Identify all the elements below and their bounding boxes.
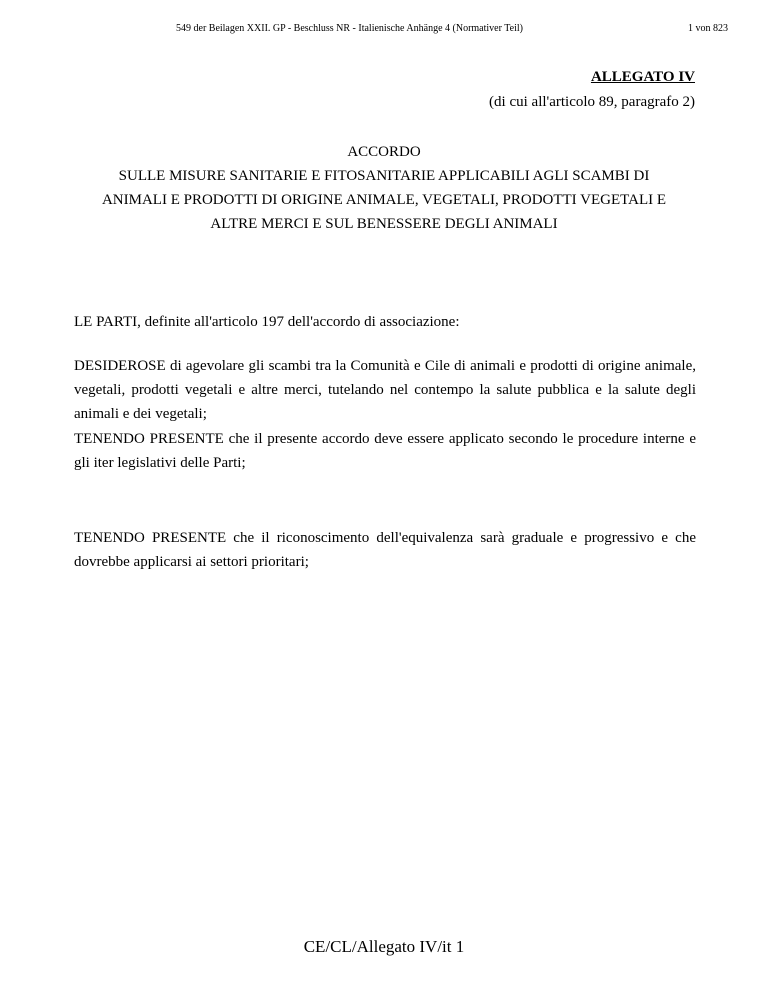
title-line: ACCORDO [347, 144, 421, 160]
page-header [0, 22, 768, 36]
header-title: 549 der Beilagen XXII. GP - Beschluss NR - Italienische Anhänge 4 (Normativer Teil) [176, 23, 523, 34]
paragraph-desiderose: DESIDEROSE di agevolare gli scambi tra la Comunità e Cile di animali e prodotti di origine animale, vegetali, prodotti vegetali e altre merci, tutelando nel contempo la salute pubblica e la salute degli animali e dei vegetali; [74, 358, 696, 422]
title-line: SULLE MISURE SANITARIE E FITOSANITARIE APPLICABILI AGLI SCAMBI DI [118, 168, 650, 184]
header-page-number: 1 von 823 [688, 23, 728, 34]
annex-title: ALLEGATO IV [590, 69, 695, 85]
annex-reference: (di cui all'articolo 89, paragrafo 2) [489, 94, 695, 110]
document-title [0, 140, 768, 236]
title-line: ANIMALI E PRODOTTI DI ORIGINE ANIMALE, VEGETALI, PRODOTTI VEGETALI E [101, 192, 667, 208]
paragraph-equivalence: TENENDO PRESENTE che il riconoscimento dell'equivalenza sarà graduale e progressivo e che dovrebbe applicarsi ai settori prioritari; [74, 530, 696, 570]
paragraph-parties: LE PARTI, definite all'articolo 197 dell'accordo di associazione: [74, 314, 460, 330]
paragraph-procedures: TENENDO PRESENTE che il presente accordo deve essere applicato secondo le procedure interne e gli iter legislativi delle Parti; [74, 431, 696, 471]
title-line: ALTRE MERCI E SUL BENESSERE DEGLI ANIMALI [210, 216, 558, 232]
page-footer: CE/CL/Allegato IV/it 1 [303, 937, 465, 956]
